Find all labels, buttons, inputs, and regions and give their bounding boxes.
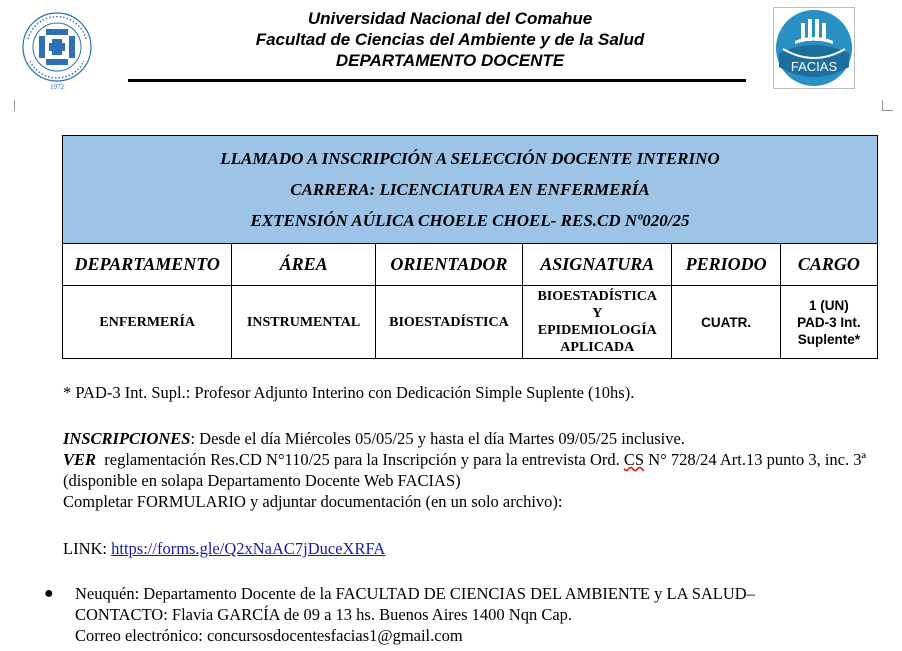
ver-paragraph <box>63 449 893 491</box>
cell-periodo: CUATR. <box>672 286 780 359</box>
footnote: * PAD-3 Int. Supl.: Profesor Adjunto Interino con Dedicación Simple Suplente (10hs). <box>63 383 635 402</box>
cell-area: INSTRUMENTAL <box>232 286 375 359</box>
column-header-orientador: ORIENTADOR <box>375 244 522 286</box>
contact-email-line: Correo electrónico: concursosdocentesfacias1@gmail.com <box>75 626 463 645</box>
table-title-line: CARRERA: LICENCIATURA EN ENFERMERÍA <box>290 180 650 199</box>
form-link[interactable]: https://forms.gle/Q2xNaAC7jDuceXRFA <box>111 539 386 558</box>
completar-line: Completar FORMULARIO y adjuntar documentación (en un solo archivo): <box>63 492 563 511</box>
cargo-line: Suplente* <box>797 331 861 347</box>
cell-asignatura <box>523 286 672 359</box>
contact-line: CONTACTO: Flavia GARCÍA de 09 a 13 hs. Buenos Aires 1400 Nqn Cap. <box>75 605 573 624</box>
column-header-departamento: DEPARTAMENTO <box>63 244 232 286</box>
asignatura-line: Y <box>592 306 603 321</box>
asignatura-line: BIOESTADÍSTICA <box>537 289 658 304</box>
university-seal-icon <box>16 9 98 91</box>
ver-label: VER <box>63 450 97 469</box>
table-row <box>63 286 878 359</box>
call-table <box>62 135 878 359</box>
department-name: DEPARTAMENTO DOCENTE <box>335 51 565 70</box>
ver-text-rest: N° 728/24 Art.13 punto 3, inc. 3ª (disponible en solapa Departamento Docente Web FACIAS) <box>63 450 867 490</box>
inscripciones-block <box>63 428 893 512</box>
cell-orientador: BIOESTADÍSTICA <box>375 286 522 359</box>
svg-text:FACIAS: FACIAS <box>790 59 838 74</box>
university-name: Universidad Nacional del Comahue <box>307 9 593 28</box>
svg-text:1972: 1972 <box>50 83 64 91</box>
table-title-line: LLAMADO A INSCRIPCIÓN A SELECCIÓN DOCENTE INTERINO <box>220 149 720 168</box>
asignatura-line: APLICADA <box>560 340 635 355</box>
cargo-line: 1 (UN) <box>809 297 849 313</box>
cell-cargo <box>780 286 877 359</box>
table-title-line: EXTENSIÓN AÚLICA CHOELE CHOEL- RES.CD Nº020/25 <box>250 211 690 230</box>
column-header-area: ÁREA <box>232 244 375 286</box>
contact-line: Neuquén: Departamento Docente de la FACULTAD DE CIENCIAS DEL AMBIENTE y LA SALUD– <box>75 584 755 603</box>
header-title-block <box>130 8 770 71</box>
page-corner-mark-left <box>14 100 15 111</box>
ver-text-cs: CS <box>623 450 645 469</box>
column-header-asignatura: ASIGNATURA <box>523 244 672 286</box>
faculty-name: Facultad de Ciencias del Ambiente y de la Salud <box>255 30 645 49</box>
cargo-line: PAD-3 Int. <box>797 314 861 330</box>
column-header-cargo: CARGO <box>780 244 877 286</box>
contact-block <box>75 583 895 646</box>
cell-departamento: ENFERMERÍA <box>63 286 232 359</box>
document-header <box>0 0 902 100</box>
table-title-block <box>63 136 878 244</box>
asignatura-line: EPIDEMIOLOGÍA <box>537 323 657 338</box>
inscripciones-dates: : Desde el día Miércoles 05/05/25 y hasta el día Martes 09/05/25 inclusive. <box>190 429 685 448</box>
facias-logo-icon <box>773 7 855 89</box>
link-line <box>63 538 385 559</box>
bullet-icon: ● <box>44 585 54 602</box>
ver-text: reglamentación Res.CD N°110/25 para la Inscripción y para la entrevista Ord. <box>96 450 624 469</box>
page-corner-mark-right <box>882 100 893 111</box>
header-rule <box>128 79 746 82</box>
link-label: LINK: <box>63 539 112 558</box>
column-header-periodo: PERIODO <box>672 244 780 286</box>
inscripciones-label: INSCRIPCIONES <box>63 429 191 448</box>
inscripciones-line <box>63 428 893 449</box>
